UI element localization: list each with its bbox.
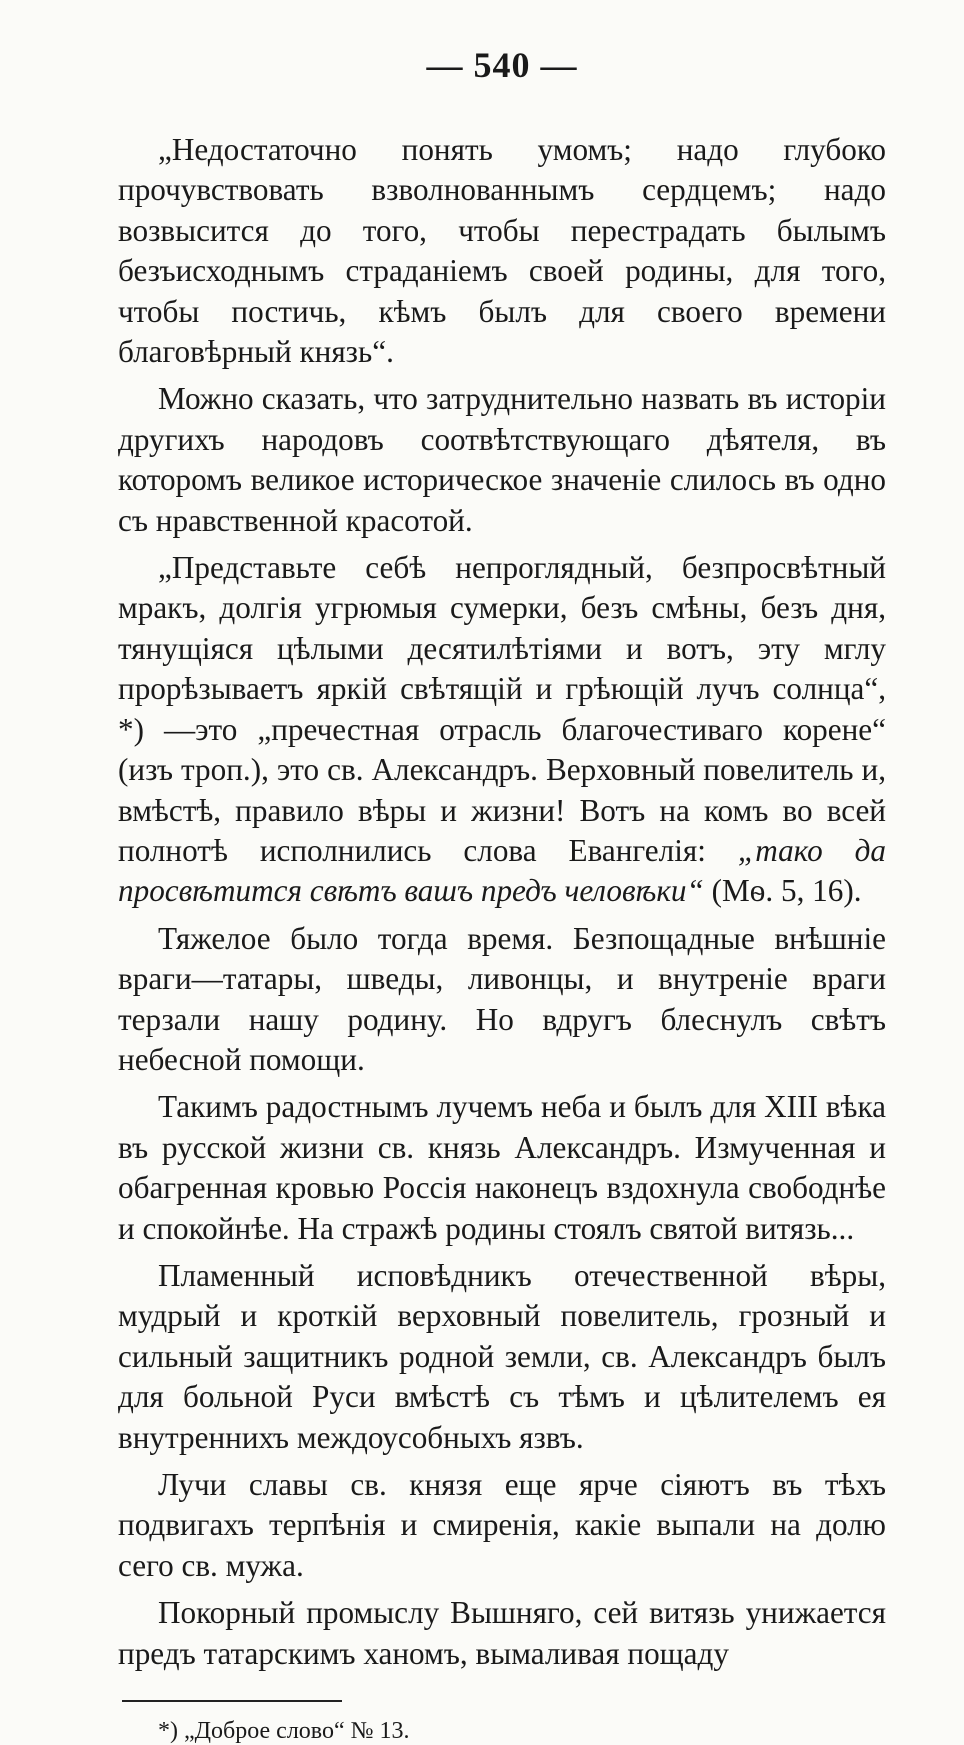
footnote-divider [122,1700,342,1702]
body-text [118,130,886,1674]
paragraph: Тяжелое было тогда время. Безпощадные внѣшніе враги—татары, шведы, ливонцы, и внутреніе враги терзали нашу родину. Но вдругъ блеснулъ свѣтъ небесной помощи. [118,920,886,1077]
paragraph: Можно сказать, что затруднительно назвать въ исторіи другихъ народовъ соотвѣтствующаго дѣятеля, въ которомъ великое историческое значеніе слилось въ одно съ нравственной красотой. [118,381,886,538]
paragraph: „Недостаточно понять умомъ; надо глубоко прочувствовать взволнованнымъ сердцемъ; надо возвысится до того, чтобы перестрадать былымъ безъисходнымъ страданіемъ своей родины, для того, чтобы постичь, кѣмъ былъ для своего времени благовѣрный князь“. [118,132,886,370]
gospel-quote: „тако да просвѣтится свѣтъ вашъ предъ человѣки“ [118,832,886,909]
gospel-reference: (Мѳ. 5, 16). [703,873,862,909]
page-number: — 540 — [426,45,578,85]
paragraph: Пламенный исповѣдникъ отечественной вѣры, мудрый и кроткій верховный повелитель, грозный и сильный защитникъ родной земли, св. Александръ былъ для больной Руси вмѣстѣ съ тѣмъ и цѣлителемъ ея внутреннихъ междоусобныхъ язвъ. [118,1257,886,1455]
footnote: *) „Доброе слово“ № 13. [158,1718,410,1745]
paragraph [118,548,886,912]
paragraph: Покорный промыслу Вышняго, сей витязь унижается предъ татарскимъ ханомъ, вымаливая пощаду [118,1595,886,1671]
paragraph: Лучи славы св. князя еще ярче сіяютъ въ тѣхъ подвигахъ терпѣнія и смиренія, какіе выпали на долю сего св. мужа. [118,1467,886,1583]
paragraph: Такимъ радостнымъ лучемъ неба и былъ для XIII вѣка въ русской жизни св. князь Александръ. Измученная и обагренная кровью Россія наконецъ вздохнула свободнѣе и спокойнѣе. На стражѣ родины стоялъ святой витязь... [118,1089,886,1246]
paragraph-text: „Представьте себѣ непроглядный, безпросвѣтный мракъ, долгія угрюмыя сумерки, безъ смѣны, безъ дня, тянущіяся цѣлыми десятилѣтіями и вотъ, эту мглу прорѣзываетъ яркій свѣтящій и грѣющій лучъ солнца“, *) —это „пречестная отрасль благочестиваго корене“ (изъ троп.), это св. Александръ. Верховный повелитель и, вмѣстѣ, правило вѣры и жизни! Вотъ на комъ во всей полнотѣ исполнились слова Евангелія: [118,550,886,868]
